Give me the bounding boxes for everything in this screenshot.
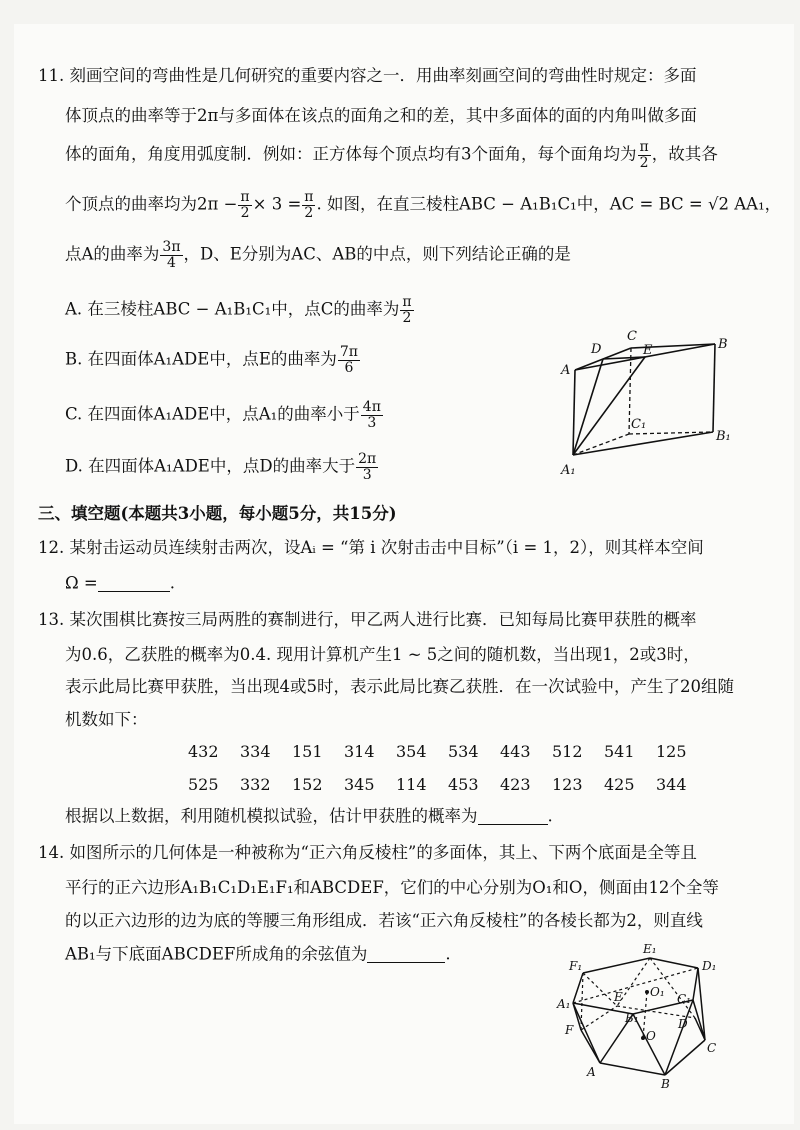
q13-line-3: 表示此局比赛甲获胜，当出现4或5时，表示此局比赛乙获胜．在一次试验中，产生了20组随	[65, 677, 734, 696]
q13-line-5: 根据以上数据，利用随机模拟试验，估计甲获胜的概率为 .	[65, 806, 553, 826]
q11-option-d: D. 在四面体A₁ADE中，点D的曲率大于 $\frac{2\pi}{3}$	[65, 451, 377, 483]
label-d: D	[591, 342, 602, 357]
label-f: F	[565, 1023, 574, 1037]
label-a1: A₁	[561, 463, 576, 478]
random-number: 114	[396, 775, 427, 794]
center-dot-o	[641, 1036, 645, 1040]
label-o1: O₁	[650, 985, 665, 999]
random-number: 152	[292, 775, 323, 794]
hidden-edge-f1-e	[583, 973, 617, 1006]
edge-f1-e1	[583, 958, 650, 973]
answer-blank	[478, 808, 548, 825]
edge-a1-d	[573, 359, 603, 455]
antiprism-figure	[555, 940, 735, 1090]
q11-line-4: 个顶点的曲率均为2π − $\frac{\pi}{2}$ × 3 = $\frac{\pi}{2}$ . 如图，在直三棱柱ABC − A₁B₁C₁中，AC = BC = √2 AA₁，	[65, 189, 782, 221]
label-a1: A₁	[557, 997, 571, 1011]
q13-line-1: 13. 某次围棋比赛按三局两胜的赛制进行，甲乙两人进行比赛．已知每局比赛甲获胜的概率	[38, 610, 697, 629]
label-b: B	[718, 337, 728, 352]
random-number: 443	[500, 742, 531, 761]
center-dot-o1	[645, 990, 649, 994]
random-number: 453	[448, 775, 479, 794]
q11-option-a: A. 在三棱柱ABC − A₁B₁C₁中，点C的曲率为 $\frac{\pi}{2}$	[65, 294, 412, 326]
label-f1: F₁	[569, 959, 583, 973]
fraction-7pi-over-6: $\frac{7\pi}{6}$	[339, 344, 358, 376]
random-number: 314	[344, 742, 375, 761]
prism-figure	[555, 322, 740, 482]
random-number: 525	[188, 775, 219, 794]
random-number-row-2	[188, 775, 708, 794]
q13-line-2: 为0.6，乙获胜的概率为0.4. 现用计算机产生1 ~ 5之间的随机数，当出现1，2或3时，	[65, 645, 700, 664]
label-e: E	[643, 343, 653, 358]
random-number: 123	[552, 775, 583, 794]
edge-a-b	[600, 1063, 665, 1075]
label-d: D	[678, 1017, 688, 1031]
edge-c1-b	[665, 1000, 693, 1075]
edge-a1-b1	[573, 432, 713, 455]
edge-a1-e	[573, 357, 645, 455]
q14-line-4: AB₁与下底面ABCDEF所成角的余弦值为 .	[65, 944, 451, 964]
label-a: A	[587, 1065, 596, 1079]
random-number: 512	[552, 742, 583, 761]
fraction-pi-over-2: $\frac{\pi}{2}$	[402, 294, 412, 326]
fraction-2pi-over-3: $\frac{2\pi}{3}$	[358, 451, 377, 483]
answer-blank	[367, 946, 445, 963]
fraction-3pi-over-4: $\frac{3\pi}{4}$	[162, 239, 181, 271]
edge-d1-c1	[693, 968, 698, 1000]
q14-line-2: 平行的正六边形A₁B₁C₁D₁E₁F₁和ABCDEF，它们的中心分别为O₁和O，侧面由12个全等	[65, 878, 719, 897]
q14-line-1: 14. 如图所示的几何体是一种被称为“正六角反棱柱”的多面体，其上、下两个底面是全等且	[38, 843, 697, 862]
label-c: C	[627, 329, 637, 344]
fraction-pi-over-2: $\frac{\pi}{2}$	[639, 139, 649, 171]
random-number-row-1	[188, 742, 708, 761]
fraction-4pi-over-3: $\frac{4\pi}{3}$	[362, 399, 381, 431]
label-o: O	[646, 1029, 656, 1043]
random-number: 125	[656, 742, 687, 761]
label-b: B	[661, 1077, 670, 1090]
q11-option-b: B. 在四面体A₁ADE中，点E的曲率为 $\frac{7\pi}{6}$	[65, 344, 358, 376]
q11-line-1: 11. 刻画空间的弯曲性是几何研究的重要内容之一．用曲率刻画空间的弯曲性时规定：多面	[38, 66, 697, 85]
q12-line-2: Ω = .	[65, 573, 176, 593]
random-number: 334	[240, 742, 271, 761]
q11-line-5: 点A的曲率为 $\frac{3\pi}{4}$ ，D、E分别为AC、AB的中点，则下列结论正确的是	[65, 239, 571, 271]
random-number: 425	[604, 775, 635, 794]
q11-line-3: 体的面角，角度用弧度制．例如：正方体每个顶点均有3个面角，每个面角均为 $\frac{\pi}{2}$ ，故其各	[65, 139, 718, 171]
q11-option-c: C. 在四面体A₁ADE中，点A₁的曲率小于 $\frac{4\pi}{3}$	[65, 399, 381, 431]
label-c1: C₁	[677, 992, 691, 1006]
answer-blank	[98, 575, 170, 592]
random-number: 344	[656, 775, 687, 794]
section-title: 三、填空题(本题共3小题，每小题5分，共15分)	[38, 504, 397, 523]
edge-a1-a	[573, 1003, 600, 1063]
label-b1: B₁	[625, 1011, 639, 1025]
label-e1: E₁	[643, 942, 657, 956]
fraction-pi-over-2: $\frac{\pi}{2}$	[240, 189, 250, 221]
label-b1: B₁	[716, 429, 731, 444]
label-d1: D₁	[702, 959, 717, 973]
random-number: 354	[396, 742, 427, 761]
label-c1: C₁	[631, 417, 647, 432]
label-a: A	[561, 363, 571, 378]
q11-line-2: 体顶点的曲率等于2π与多面体在该点的面角之和的差，其中多面体的面的内角叫做多面	[65, 106, 697, 125]
label-e: E	[614, 990, 623, 1004]
random-number: 151	[292, 742, 323, 761]
hidden-edge-f-e	[581, 1006, 617, 1030]
q12-line-1: 12. 某射击运动员连续射击两次，设Aᵢ = “第 i 次射击击中目标”（i = 1，2），则其样本空间	[38, 538, 704, 557]
edge-b-b1	[713, 344, 715, 432]
random-number: 541	[604, 742, 635, 761]
q13-line-4: 机数如下：	[65, 710, 148, 729]
edge-a1-f1	[573, 973, 583, 1003]
random-number: 432	[188, 742, 219, 761]
edge-e1-d1	[650, 958, 698, 968]
random-number: 423	[500, 775, 531, 794]
edge-a-a1	[573, 370, 575, 455]
fraction-pi-over-2: $\frac{\pi}{2}$	[304, 189, 314, 221]
q14-line-3: 的以正六边形的边为底的等腰三角形组成．若该“正六角反棱柱”的各棱长都为2，则直线	[65, 911, 703, 930]
label-c: C	[707, 1041, 717, 1055]
random-number: 345	[344, 775, 375, 794]
random-number: 534	[448, 742, 479, 761]
random-number: 332	[240, 775, 271, 794]
